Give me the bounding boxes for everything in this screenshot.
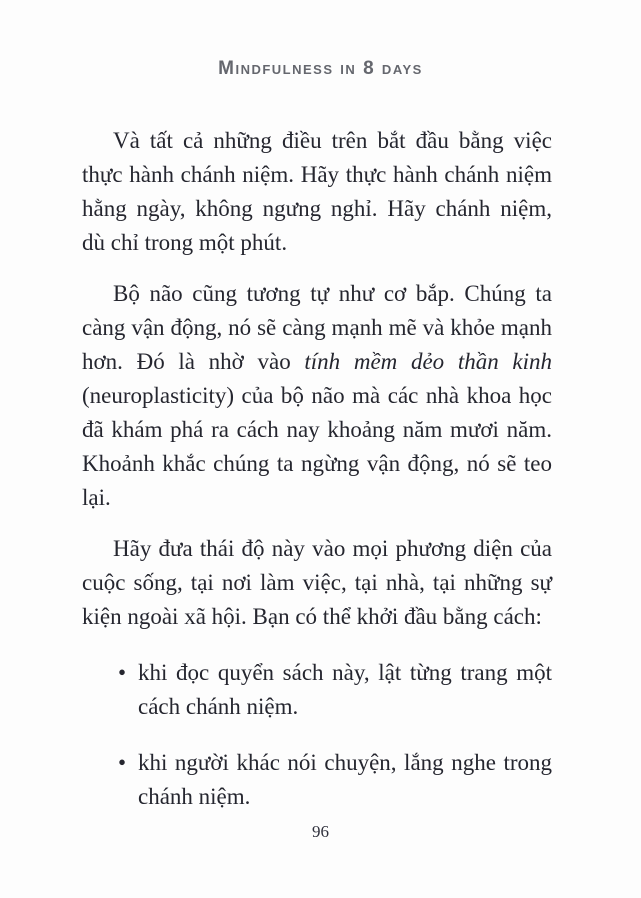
paragraph xyxy=(82,532,552,634)
page-number: 96 xyxy=(312,822,329,841)
italic-term: tính mềm dẻo thần kinh xyxy=(304,349,553,374)
paragraph-text: (neuroplasticity) của bộ não mà các nhà khoa học đã khám phá ra cách nay khoảng năm mươi năm. Khoảnh khắc chúng ta ngừng vận động, nó sẽ teo lại. xyxy=(82,383,552,510)
paragraph-text: Bộ não cũng tương tự như cơ bắp. Chúng ta càng vận động, nó sẽ càng mạnh mẽ và khỏe mạnh hơn. Đó là nhờ vào xyxy=(82,281,552,374)
bullet-icon: • xyxy=(118,660,127,685)
list-item xyxy=(82,746,552,814)
paragraph xyxy=(82,277,552,515)
bullet-list xyxy=(82,656,552,814)
bullet-icon: • xyxy=(118,750,127,775)
list-item xyxy=(82,656,552,724)
running-header: Mindfulness in 8 days xyxy=(218,58,423,79)
list-item-text: khi đọc quyển sách này, lật từng trang một cách chánh niệm. xyxy=(138,660,552,719)
list-item-text: khi người khác nói chuyện, lắng nghe trong chánh niệm. xyxy=(138,750,552,809)
page-body xyxy=(82,124,552,836)
paragraph-text: Và tất cả những điều trên bắt đầu bằng việc thực hành chánh niệm. Hãy thực hành chánh niệm hằng ngày, không ngưng nghỉ. Hãy chánh niệm, dù chỉ trong một phút. xyxy=(82,128,552,255)
paragraph-text: Hãy đưa thái độ này vào mọi phương diện của cuộc sống, tại nơi làm việc, tại nhà, tại những sự kiện ngoài xã hội. Bạn có thể khởi đầu bằng cách: xyxy=(82,536,552,629)
paragraph xyxy=(82,124,552,260)
